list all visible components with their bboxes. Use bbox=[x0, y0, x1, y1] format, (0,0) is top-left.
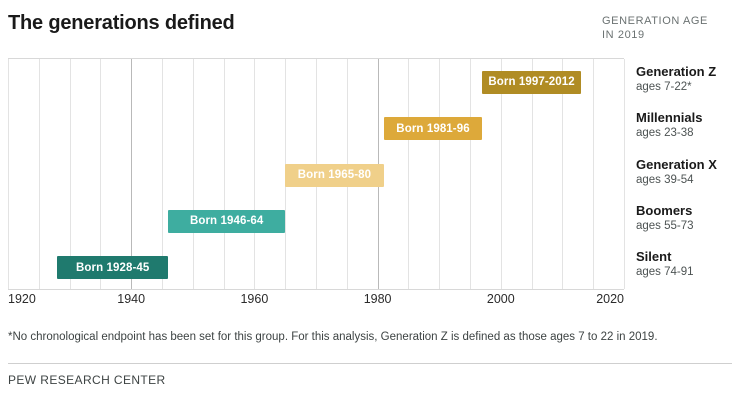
gridline-1945 bbox=[162, 59, 163, 289]
gridline-1990 bbox=[439, 59, 440, 289]
generation-ages: ages 7-22* bbox=[636, 80, 692, 93]
x-axis bbox=[8, 292, 624, 310]
generation-name: Silent bbox=[636, 249, 672, 265]
x-tick-1920: 1920 bbox=[8, 292, 36, 306]
x-tick-1980: 1980 bbox=[363, 292, 392, 306]
gridline-1960 bbox=[254, 59, 255, 289]
generation-age-header-line1: GENERATION AGE bbox=[602, 15, 708, 27]
bar-millennials: Born 1981-96 bbox=[384, 117, 483, 140]
generation-age-header-line2: IN 2019 bbox=[602, 29, 645, 41]
generation-name: Boomers bbox=[636, 202, 693, 218]
generation-ages: ages 55-73 bbox=[636, 219, 694, 232]
gridline-2015 bbox=[593, 59, 594, 289]
gridline-1955 bbox=[224, 59, 225, 289]
generation-name: Generation X bbox=[636, 156, 717, 172]
generation-name: Millennials bbox=[636, 110, 703, 126]
footnote: *No chronological endpoint has been set for this group. For this analysis, Generation Z is defined as those ages 7 to 22 in 2019. bbox=[8, 331, 658, 343]
generation-ages: ages 39-54 bbox=[636, 173, 694, 186]
generation-label-row bbox=[636, 249, 740, 280]
x-tick-2000: 2000 bbox=[486, 292, 515, 306]
generation-ages: ages 23-38 bbox=[636, 127, 694, 140]
generation-label-row bbox=[636, 157, 740, 188]
bar-generation-x: Born 1965-80 bbox=[285, 164, 384, 187]
gridline-1930 bbox=[70, 59, 71, 289]
x-tick-2020: 2020 bbox=[596, 292, 624, 306]
generation-age-header bbox=[602, 14, 732, 42]
source-credit: PEW RESEARCH CENTER bbox=[8, 363, 732, 387]
page-title: The generations defined bbox=[8, 12, 235, 34]
bar-silent: Born 1928-45 bbox=[57, 256, 168, 279]
x-tick-1960: 1960 bbox=[240, 292, 269, 306]
x-tick-1940: 1940 bbox=[117, 292, 146, 306]
chart-plot-area bbox=[8, 58, 624, 290]
gridline-1985 bbox=[408, 59, 409, 289]
generation-ages: ages 74-91 bbox=[636, 266, 694, 279]
gridline-1920 bbox=[8, 59, 9, 289]
bar-boomers: Born 1946-64 bbox=[168, 210, 285, 233]
generation-label-row bbox=[636, 64, 740, 95]
gridline-2020 bbox=[624, 59, 625, 289]
gridline-1950 bbox=[193, 59, 194, 289]
generation-label-row bbox=[636, 110, 740, 141]
gridline-1995 bbox=[470, 59, 471, 289]
gridline-1925 bbox=[39, 59, 40, 289]
generation-labels bbox=[636, 58, 740, 290]
bar-generation-z: Born 1997-2012 bbox=[482, 71, 581, 94]
gridline-1935 bbox=[100, 59, 101, 289]
generation-label-row bbox=[636, 203, 740, 234]
gridline-1940 bbox=[131, 59, 132, 289]
generation-name: Generation Z bbox=[636, 63, 717, 79]
